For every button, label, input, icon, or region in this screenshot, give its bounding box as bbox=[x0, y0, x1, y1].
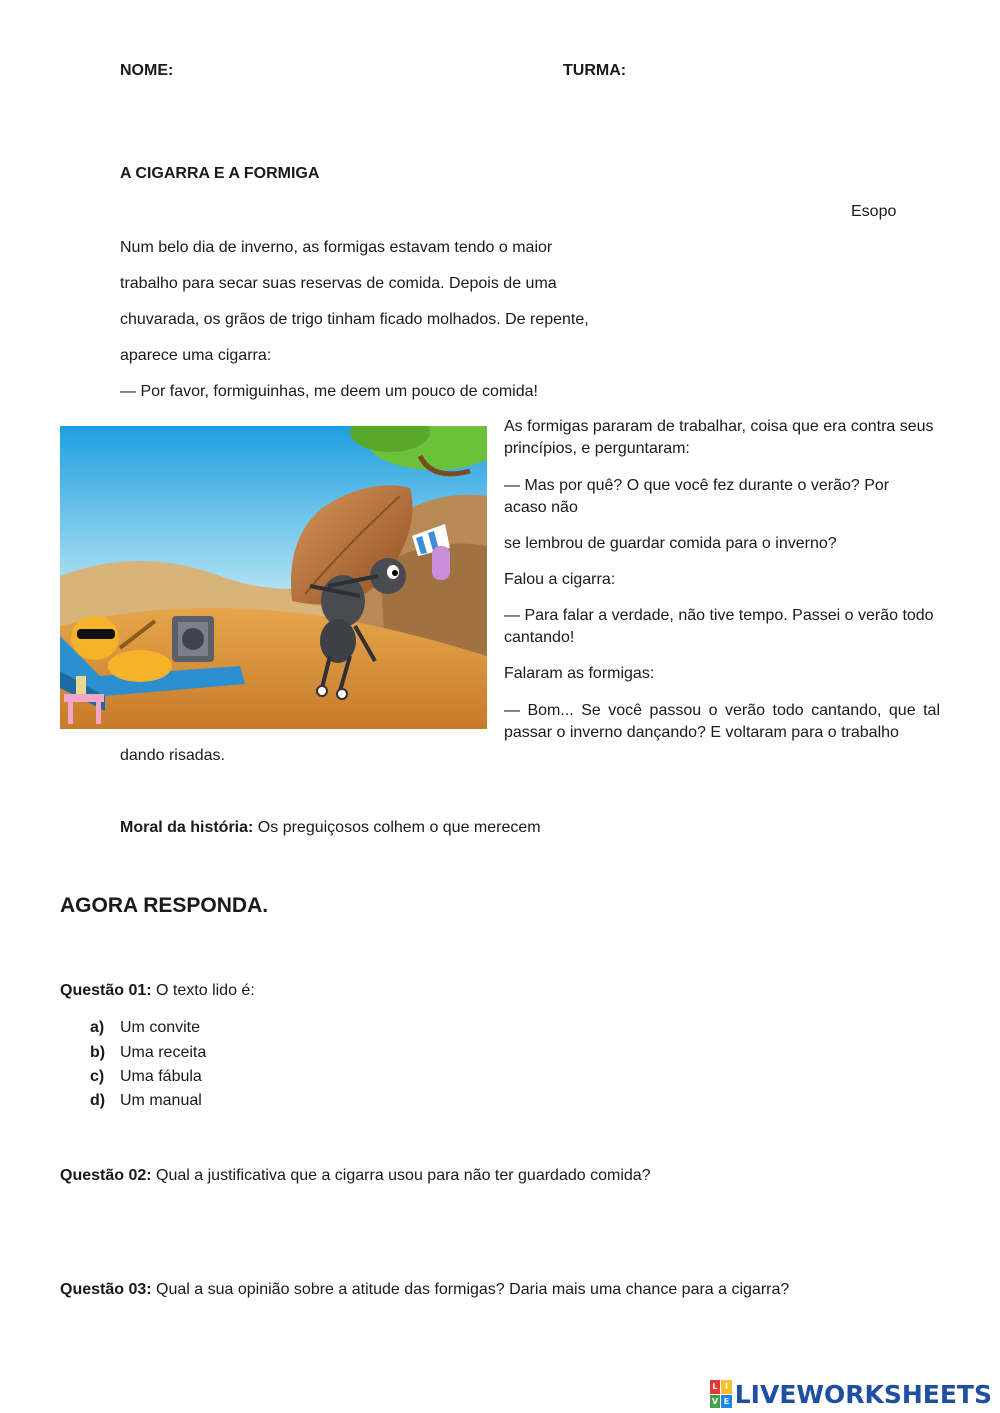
story-paragraph: As formigas pararam de trabalhar, coisa que era contra seus princípios, e perguntaram: bbox=[504, 418, 934, 457]
option-letter: b) bbox=[90, 1044, 106, 1061]
story-illustration bbox=[60, 426, 487, 729]
question-text: Qual a sua opinião sobre a atitude das formigas? Daria mais uma chance para a cigarra? bbox=[151, 1281, 790, 1298]
question-label: Questão 02: bbox=[60, 1167, 152, 1184]
option-a[interactable] bbox=[90, 1017, 200, 1039]
story-author: Esopo bbox=[851, 203, 897, 220]
option-letter: a) bbox=[90, 1019, 105, 1036]
story-paragraph: — Mas por quê? O que você fez durante o verão? Por acaso não bbox=[504, 477, 890, 516]
intro-line: aparece uma cigarra: bbox=[120, 347, 272, 364]
question-03 bbox=[60, 1279, 789, 1301]
question-01 bbox=[60, 980, 255, 1002]
story-paragraph: Falou a cigarra: bbox=[504, 571, 616, 588]
class-label: TURMA: bbox=[563, 62, 627, 79]
option-text: Uma fábula bbox=[120, 1068, 202, 1085]
question-text: O texto lido é: bbox=[151, 982, 255, 999]
intro-line: chuvarada, os grãos de trigo tinham ficado molhados. De repente, bbox=[120, 311, 589, 328]
story-moral bbox=[120, 817, 541, 839]
logo-badge-icon: L I V E bbox=[710, 1380, 732, 1408]
option-text: Uma receita bbox=[120, 1044, 207, 1061]
name-label: NOME: bbox=[120, 62, 174, 79]
question-label: Questão 03: bbox=[60, 1281, 152, 1298]
story-paragraph: se lembrou de guardar comida para o inverno? bbox=[504, 535, 837, 552]
option-letter: d) bbox=[90, 1092, 106, 1109]
story-paragraph: — Para falar a verdade, não tive tempo. Passei o verão todo cantando! bbox=[504, 607, 934, 646]
question-02 bbox=[60, 1165, 651, 1187]
option-text: Um manual bbox=[120, 1092, 202, 1109]
moral-label: Moral da história: bbox=[120, 819, 254, 836]
option-b[interactable] bbox=[90, 1042, 206, 1064]
liveworksheets-logo[interactable] bbox=[710, 1378, 992, 1410]
story-paragraph: Falaram as formigas: bbox=[504, 665, 655, 682]
moral-text: Os preguiçosos colhem o que merecem bbox=[253, 819, 541, 836]
logo-text: LIVEWORKSHEETS bbox=[734, 1379, 992, 1409]
intro-line: trabalho para secar suas reservas de comida. Depois de uma bbox=[120, 275, 557, 292]
option-text: Um convite bbox=[120, 1019, 201, 1036]
option-c[interactable] bbox=[90, 1066, 202, 1088]
option-letter: c) bbox=[90, 1068, 105, 1085]
intro-line: Num belo dia de inverno, as formigas estavam tendo o maior bbox=[120, 239, 553, 256]
questions-heading: AGORA RESPONDA. bbox=[60, 894, 269, 917]
story-title: A CIGARRA E A FORMIGA bbox=[120, 165, 320, 182]
intro-line: — Por favor, formiguinhas, me deem um pouco de comida! bbox=[120, 383, 538, 400]
question-text: Qual a justificativa que a cigarra usou para não ter guardado comida? bbox=[151, 1167, 651, 1184]
story-paragraph: — Bom... Se você passou o verão todo cantando, que tal passar o inverno dançando? E voltaram para o trabalho bbox=[504, 702, 940, 741]
story-continuation: dando risadas. bbox=[120, 747, 225, 764]
option-d[interactable] bbox=[90, 1090, 202, 1112]
question-label: Questão 01: bbox=[60, 982, 152, 999]
